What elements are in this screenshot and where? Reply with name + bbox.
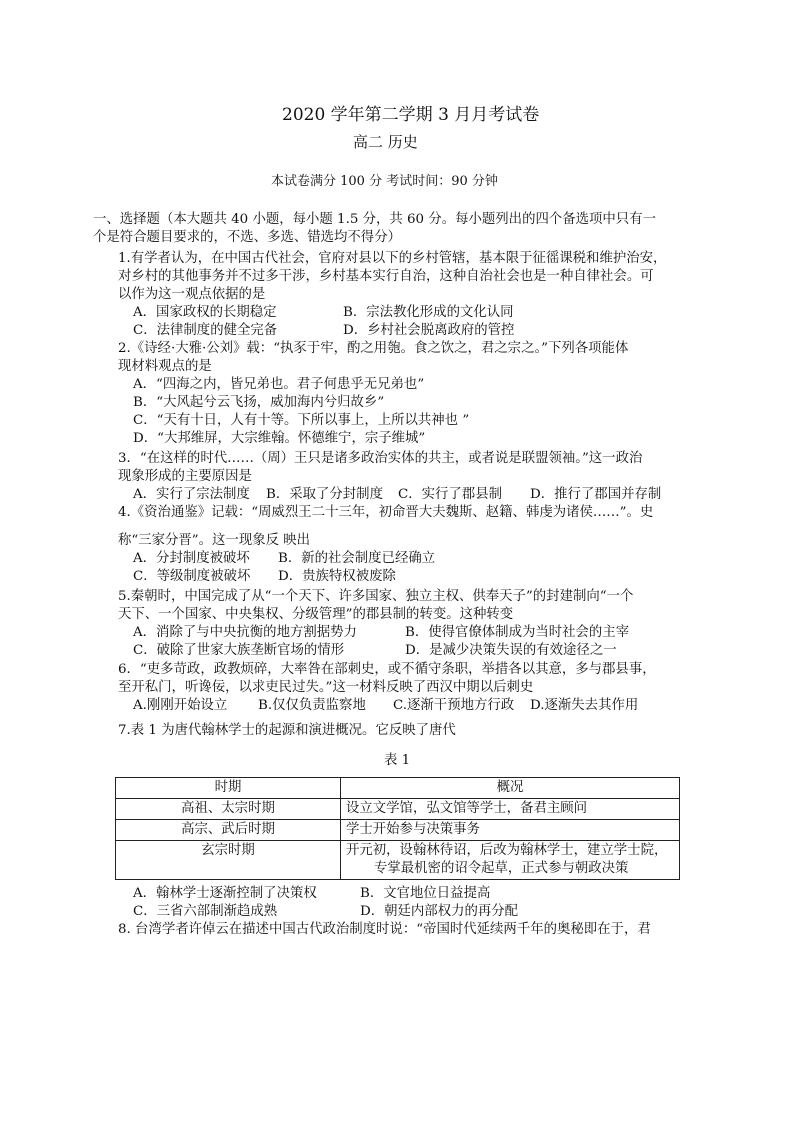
q5-option-a: A．消除了与中央抗衡的地方割据势力 [133, 625, 357, 640]
q4-option-d: D．贵族特权被废除 [278, 569, 396, 584]
table-cell-summary: 设立文学馆，弘文馆等学士，备君主顾问 [341, 799, 680, 820]
question-3: 3．“在这样的时代……（周）王只是诸多政治实体的共主，或者说是联盟领袖。”这一政治 [118, 451, 643, 466]
q1-option-b: B．宗法教化形成的文化认同 [343, 305, 514, 320]
question-4-line: 称“三家分晋”。这一现象反 映出 [118, 533, 311, 548]
question-2: 2.《诗经·大雅·公刘》载：“执豕于牢，酌之用匏。食之饮之，君之宗之。”下列各项能体 [118, 341, 629, 356]
question-5: 5.秦朝时，中国完成了从“一个天下、许多国家、独立主权、供奉天子”的封建制向“一个 [118, 589, 634, 604]
q1-option-a: A．国家政权的长期稳定 [133, 305, 277, 320]
q4-option-b: B．新的社会制度已经确立 [278, 551, 436, 566]
table-cell-summary: 学士开始参与决策事务 [341, 820, 680, 841]
q7-option-b: B．文官地位日益提高 [360, 886, 491, 901]
q2-option-d: D．“大邦维屏，大宗维翰。怀德维宁，宗子维城” [133, 431, 426, 446]
table-header-cell: 概况 [341, 778, 680, 799]
question-1-line: 对乡村的其他事务并不过多干涉，乡村基本实行自治，这种自治社会也是一种自律社会。可 [118, 269, 654, 284]
question-5-line: 天下、一个国家、中央集权、分级管理”的郡县制的转变。这种转变 [118, 607, 514, 622]
q2-option-a: A．“四海之内，皆兄弟也。君子何患乎无兄弟也” [133, 377, 425, 392]
q4-option-c: C．等级制度被破坏 [133, 569, 251, 584]
question-3-line: 现象形成的主要原因是 [118, 469, 252, 484]
q5-option-d: D．是减少决策失误的有效途径之一 [405, 643, 617, 658]
table-row [116, 820, 680, 841]
section-heading-cont: 个是符合题目要求的，不选、多选、错选均不得分） [93, 230, 401, 245]
q7-option-c: C．三省六部制渐趋成熟 [133, 904, 278, 919]
table-cell-period: 高祖、太宗时期 [116, 799, 341, 820]
question-6: 6．“吏多苛政，政教烦碎，大率咎在部刺史，或不循守条职，举措各以其意，多与郡县事， [118, 662, 656, 677]
table-cell-line: 开元初，设翰林待诏，后改为翰林学士，建立学士院， [346, 843, 668, 858]
section-heading: 一、选择题（本大题共 40 小题，每小题 1.5 分，共 60 分。每小题列出的四个备选项中只有一 [93, 212, 656, 227]
q7-option-a: A．翰林学士逐渐控制了决策权 [133, 886, 317, 901]
q2-option-b: B．“大风起兮云飞扬，威加海内兮归故乡” [133, 395, 385, 410]
question-1: 1.有学者认为，在中国古代社会，官府对县以下的乡村管辖，基本限于征徭课税和维护治安， [118, 251, 667, 266]
q2-option-c: C．“天有十日，人有十等。下所以事上，上所以共神也 ” [133, 413, 470, 428]
table-cell-line: 专掌最机密的诏令起草，正式参与朝政决策 [374, 861, 629, 876]
exam-title: 2020 学年第二学期 3 月月考试卷 [282, 105, 540, 125]
q5-option-b: B．使得官僚体制成为当时社会的主宰 [405, 625, 630, 640]
q5-option-c: C．破除了世家大族垄断官场的情形 [133, 643, 345, 658]
q6-option-b: B.仅仅负责监察地 [258, 698, 366, 713]
question-8: 8. 台湾学者许倬云在描述中国古代政治制度时说：“帝国时代延续两千年的奥秘即在于，君 [118, 922, 651, 937]
table-row [116, 841, 680, 880]
table-cell-period: 高宗、武后时期 [116, 820, 341, 841]
q6-option-c: C.逐渐干预地方行政 [393, 698, 515, 713]
q7-option-d: D．朝廷内部权力的再分配 [360, 904, 519, 919]
question-4: 4.《资治通鉴》记载：“周威烈王二十三年，初命晋大夫魏斯、赵籍、韩虔为诸侯……”。史 [118, 505, 654, 520]
table-row [116, 799, 680, 820]
q6-option-a: A.刚刚开始设立 [133, 698, 228, 713]
question-7: 7.表 1 为唐代翰林学士的起源和演进概况。它反映了唐代 [118, 723, 456, 738]
table-header-cell: 时期 [116, 778, 341, 799]
q1-option-c: C．法律制度的健全完备 [133, 323, 278, 338]
table-caption: 表 1 [384, 753, 411, 768]
q6-option-d: D.逐渐失去其作用 [530, 698, 639, 713]
question-6-line: 至开私门，听谗佞，以求吏民过失。”这一材料反映了西汉中期以后刺史 [118, 680, 534, 695]
question-2-line: 现材料观点的是 [118, 359, 212, 374]
q1-option-d: D．乡村社会脱离政府的管控 [343, 323, 515, 338]
q3-option-b: B．采取了分封制度 [266, 487, 383, 502]
question-1-line: 以作为这一观点依据的是 [118, 287, 266, 302]
q3-option-c: C．实行了郡县制 [398, 487, 502, 502]
table-cell-period: 玄宗时期 [116, 841, 341, 880]
table-1 [115, 777, 680, 880]
q3-option-d: D．推行了郡国并存制 [530, 487, 662, 502]
table-cell-summary [341, 841, 680, 880]
exam-meta: 本试卷满分 100 分 考试时间：90 分钟 [271, 174, 498, 189]
table-header-row [116, 778, 680, 799]
exam-subtitle: 高二 历史 [353, 133, 418, 151]
q4-option-a: A．分封制度被破坏 [133, 551, 250, 566]
q3-option-a: A．实行了宗法制度 [133, 487, 250, 502]
